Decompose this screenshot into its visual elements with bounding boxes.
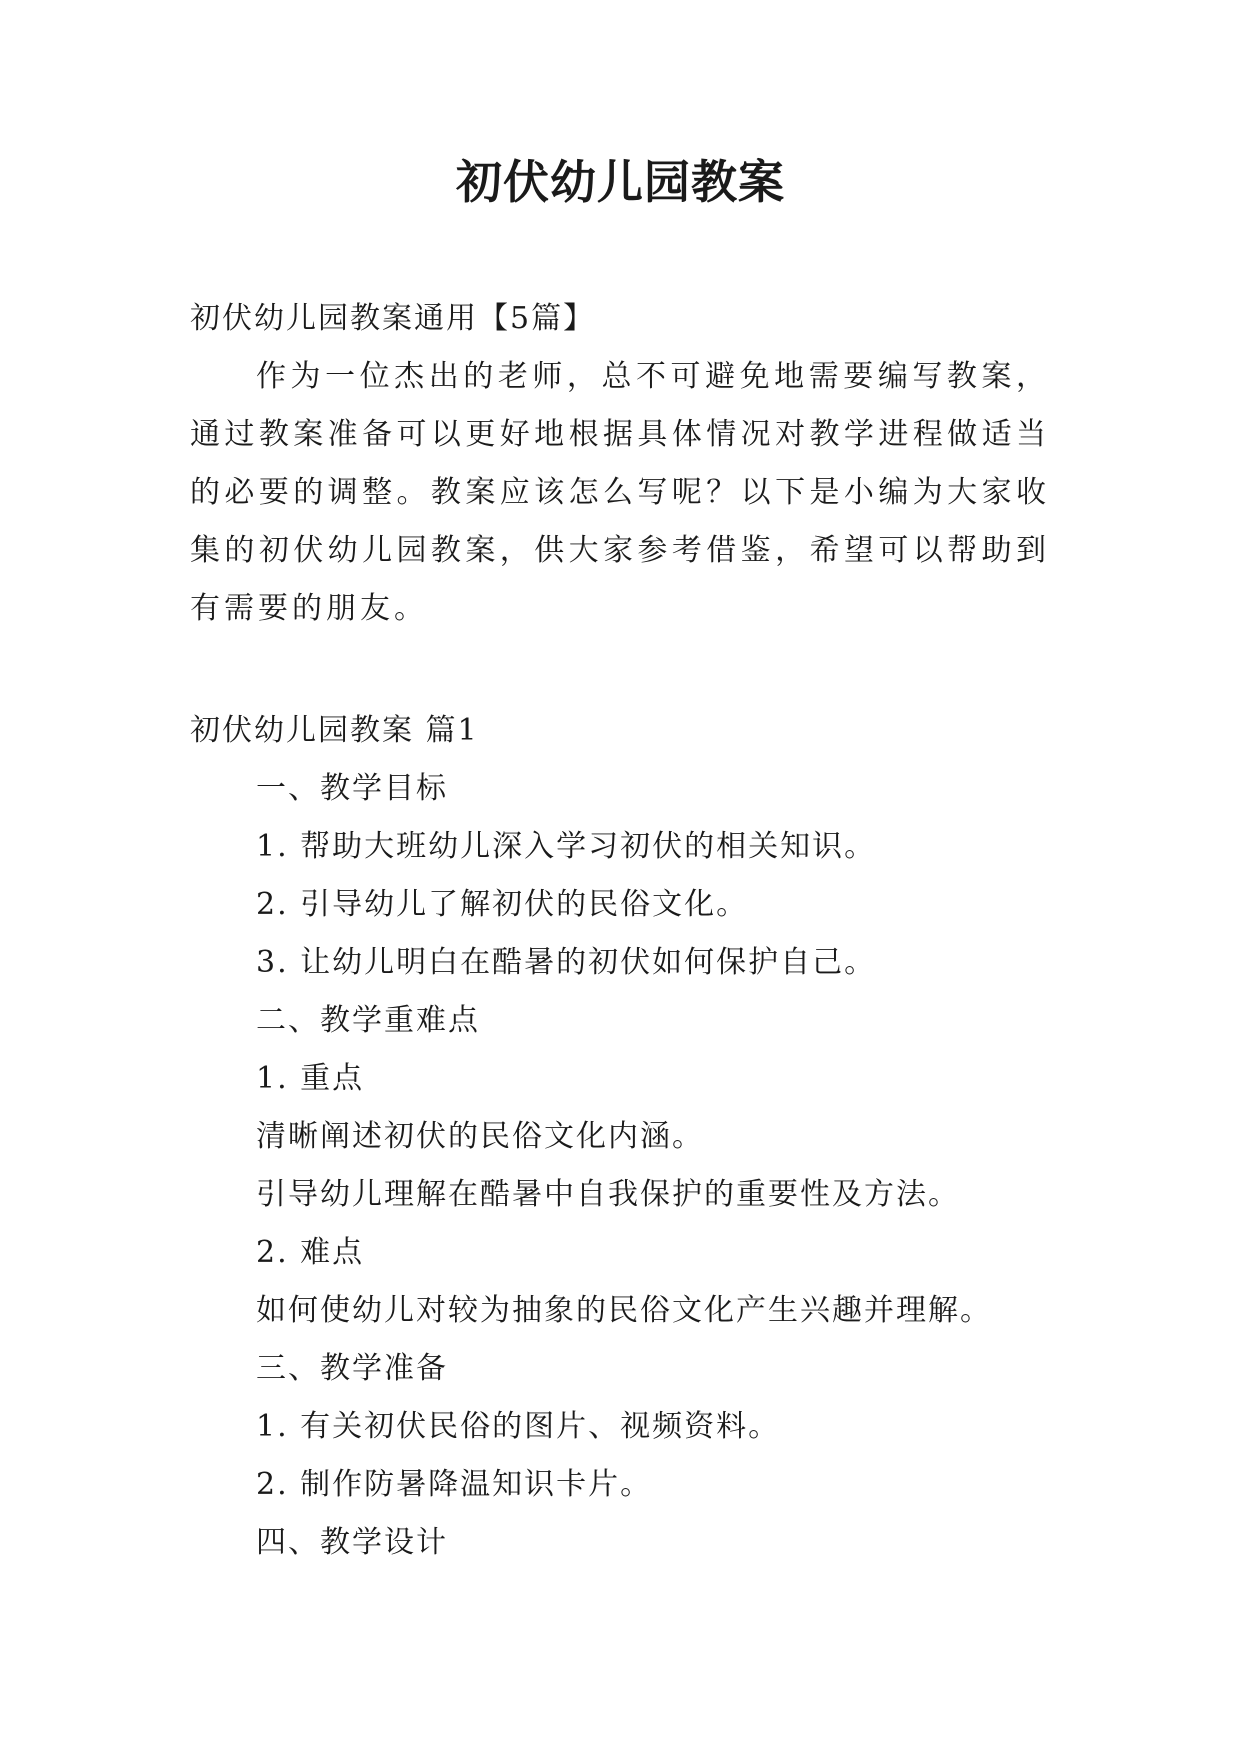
document-subtitle: 初伏幼儿园教案通用【5篇】: [190, 301, 596, 336]
heading-teaching-design: 四、教学设计: [256, 1525, 448, 1560]
section-spacer: [190, 638, 1060, 702]
preparation-item-2: 2. 制作防暑降温知识卡片。: [256, 1467, 653, 1502]
preparation-item-1: 1. 有关初伏民俗的图片、视频资料。: [256, 1409, 781, 1444]
document-body: [190, 290, 1060, 1572]
goal-item-1: 1. 帮助大班幼儿深入学习初伏的相关知识。: [256, 829, 877, 864]
heading-key-points: 二、教学重难点: [256, 1003, 480, 1038]
section-heading: 初伏幼儿园教案 篇1: [190, 713, 479, 748]
difficulty-text: 如何使幼儿对较为抽象的民俗文化产生兴趣并理解。: [256, 1293, 992, 1328]
key-point-text-1: 清晰阐述初伏的民俗文化内涵。: [256, 1119, 704, 1154]
key-point-label: 1. 重点: [256, 1061, 365, 1096]
document-title: 初伏幼儿园教案: [456, 155, 785, 209]
goal-item-2: 2. 引导幼儿了解初伏的民俗文化。: [256, 887, 749, 922]
heading-teaching-goals: 一、教学目标: [256, 771, 448, 806]
goal-item-3: 3. 让幼儿明白在酷暑的初伏如何保护自己。: [256, 945, 877, 980]
difficulty-label: 2. 难点: [256, 1235, 365, 1270]
heading-preparation: 三、教学准备: [256, 1351, 448, 1386]
key-point-text-2: 引导幼儿理解在酷暑中自我保护的重要性及方法。: [256, 1177, 960, 1212]
intro-paragraph: 作为一位杰出的老师，总不可避免地需要编写教案，通过教案准备可以更好地根据具体情况对教学进程做适当的必要的调整。教案应该怎么写呢？以下是小编为大家收集的初伏幼儿园教案，供大家参考借鉴，希望可以帮助到有需要的朋友。: [190, 359, 1050, 626]
